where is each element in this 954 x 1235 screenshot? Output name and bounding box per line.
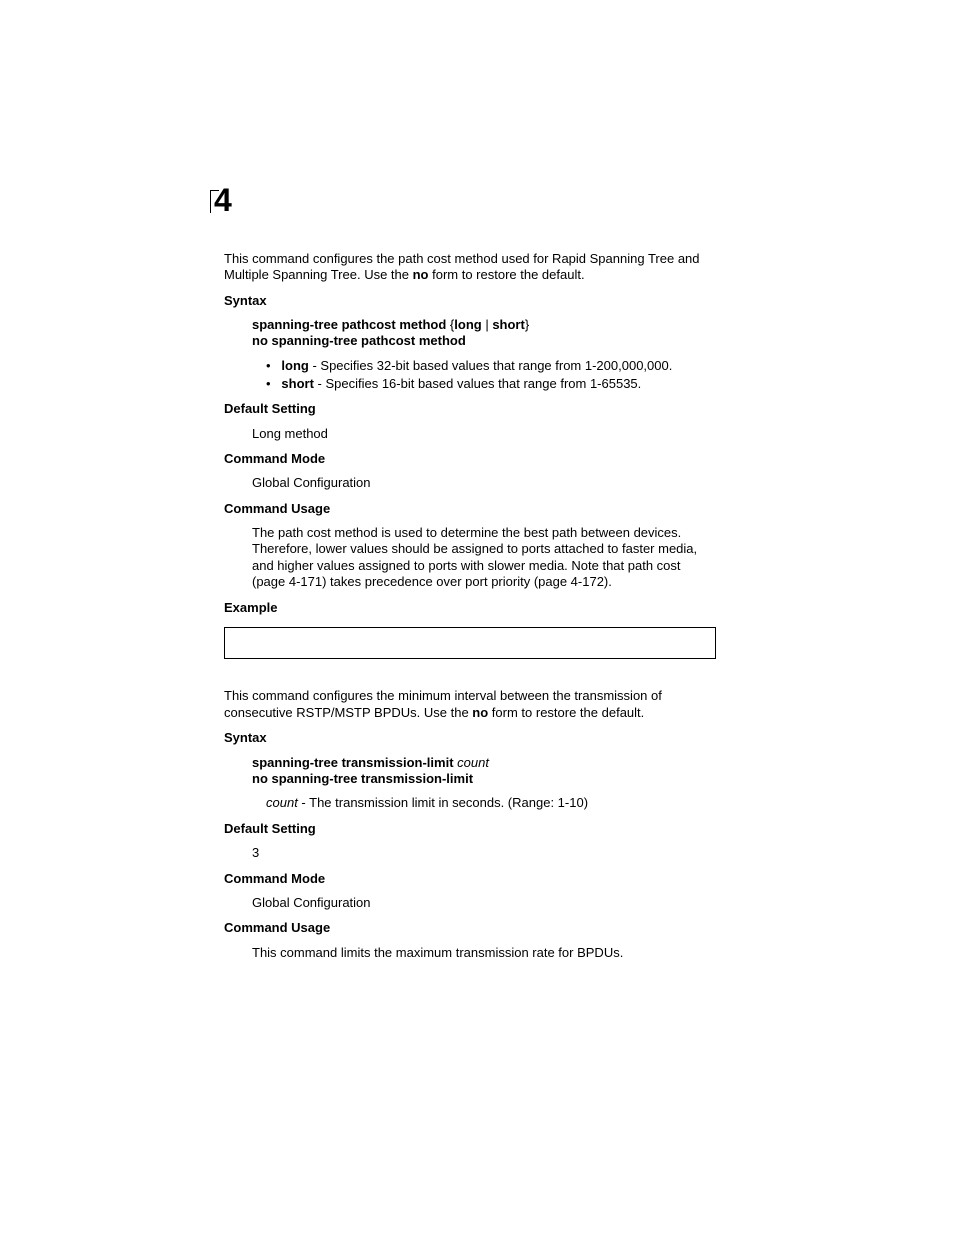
section2-intro-line1: This command configures the minimum interval between the transmission of [224, 688, 662, 703]
section2-usage-heading: Command Usage [224, 920, 331, 935]
section2-syntax-command [252, 755, 489, 771]
param-name: count [266, 795, 298, 810]
chapter-number: 4 [214, 182, 232, 218]
bullet-term: long [281, 358, 309, 373]
example-code-box [224, 627, 716, 659]
chapter-number-tab [210, 182, 240, 218]
section1-usage-heading: Command Usage [224, 501, 331, 516]
no-keyword: no [472, 705, 489, 720]
command-name: spanning-tree pathcost method [252, 317, 447, 332]
intro-text: Multiple Spanning Tree. Use the [224, 267, 413, 282]
section1-mode-heading: Command Mode [224, 451, 326, 466]
section1-usage-line: Therefore, lower values should be assigned to ports attached to faster media, [252, 541, 698, 556]
section1-syntax-command [252, 317, 529, 333]
bullet-icon: • [266, 376, 271, 391]
bullet-desc: - Specifies 16-bit based values that range from 1-65535. [313, 376, 642, 391]
section1-intro-line1: This command configures the path cost method used for Rapid Spanning Tree and [224, 251, 700, 266]
section1-syntax-no-command: no spanning-tree pathcost method [252, 333, 466, 348]
section2-mode-heading: Command Mode [224, 871, 326, 886]
param-desc: - The transmission limit in seconds. (Range: 1-10) [297, 795, 589, 810]
list-item [266, 376, 641, 392]
intro-text: form to restore the default. [488, 705, 645, 720]
section1-mode-value: Global Configuration [252, 475, 371, 490]
section2-intro-line2 [224, 705, 644, 721]
section2-syntax-heading: Syntax [224, 730, 267, 745]
section2-default-value: 3 [252, 845, 260, 860]
section2-default-heading: Default Setting [224, 821, 316, 836]
option-separator: | [481, 317, 493, 332]
brace-open: { [446, 317, 455, 332]
section1-syntax-heading: Syntax [224, 293, 267, 308]
section1-example-heading: Example [224, 600, 278, 615]
chapter-tab-vertical-rule [210, 190, 211, 213]
section2-syntax-no-command: no spanning-tree transmission-limit [252, 771, 474, 786]
no-keyword: no [412, 267, 429, 282]
section2-usage-line: This command limits the maximum transmission rate for BPDUs. [252, 945, 624, 960]
bullet-desc: - Specifies 32-bit based values that range from 1-200,000,000. [308, 358, 673, 373]
bullet-icon: • [266, 358, 271, 373]
command-name: spanning-tree transmission-limit [252, 755, 454, 770]
section1-usage-line: The path cost method is used to determine the best path between devices. [252, 525, 682, 540]
intro-text: consecutive RSTP/MSTP BPDUs. Use the [224, 705, 473, 720]
bullet-term: short [281, 376, 314, 391]
section2-mode-value: Global Configuration [252, 895, 371, 910]
option-short: short [492, 317, 525, 332]
command-parameter: count [457, 755, 489, 770]
section1-usage-line: (page 4-171) takes precedence over port priority (page 4-172). [252, 574, 612, 589]
section2-param-description [266, 795, 588, 811]
section1-usage-line: and higher values assigned to ports with slower media. Note that path cost [252, 558, 681, 573]
brace-close: } [524, 317, 530, 332]
option-long: long [454, 317, 482, 332]
section1-intro-line2 [224, 267, 585, 283]
section1-default-value: Long method [252, 426, 328, 441]
list-item [266, 358, 672, 374]
section1-default-heading: Default Setting [224, 401, 316, 416]
intro-text: form to restore the default. [428, 267, 585, 282]
